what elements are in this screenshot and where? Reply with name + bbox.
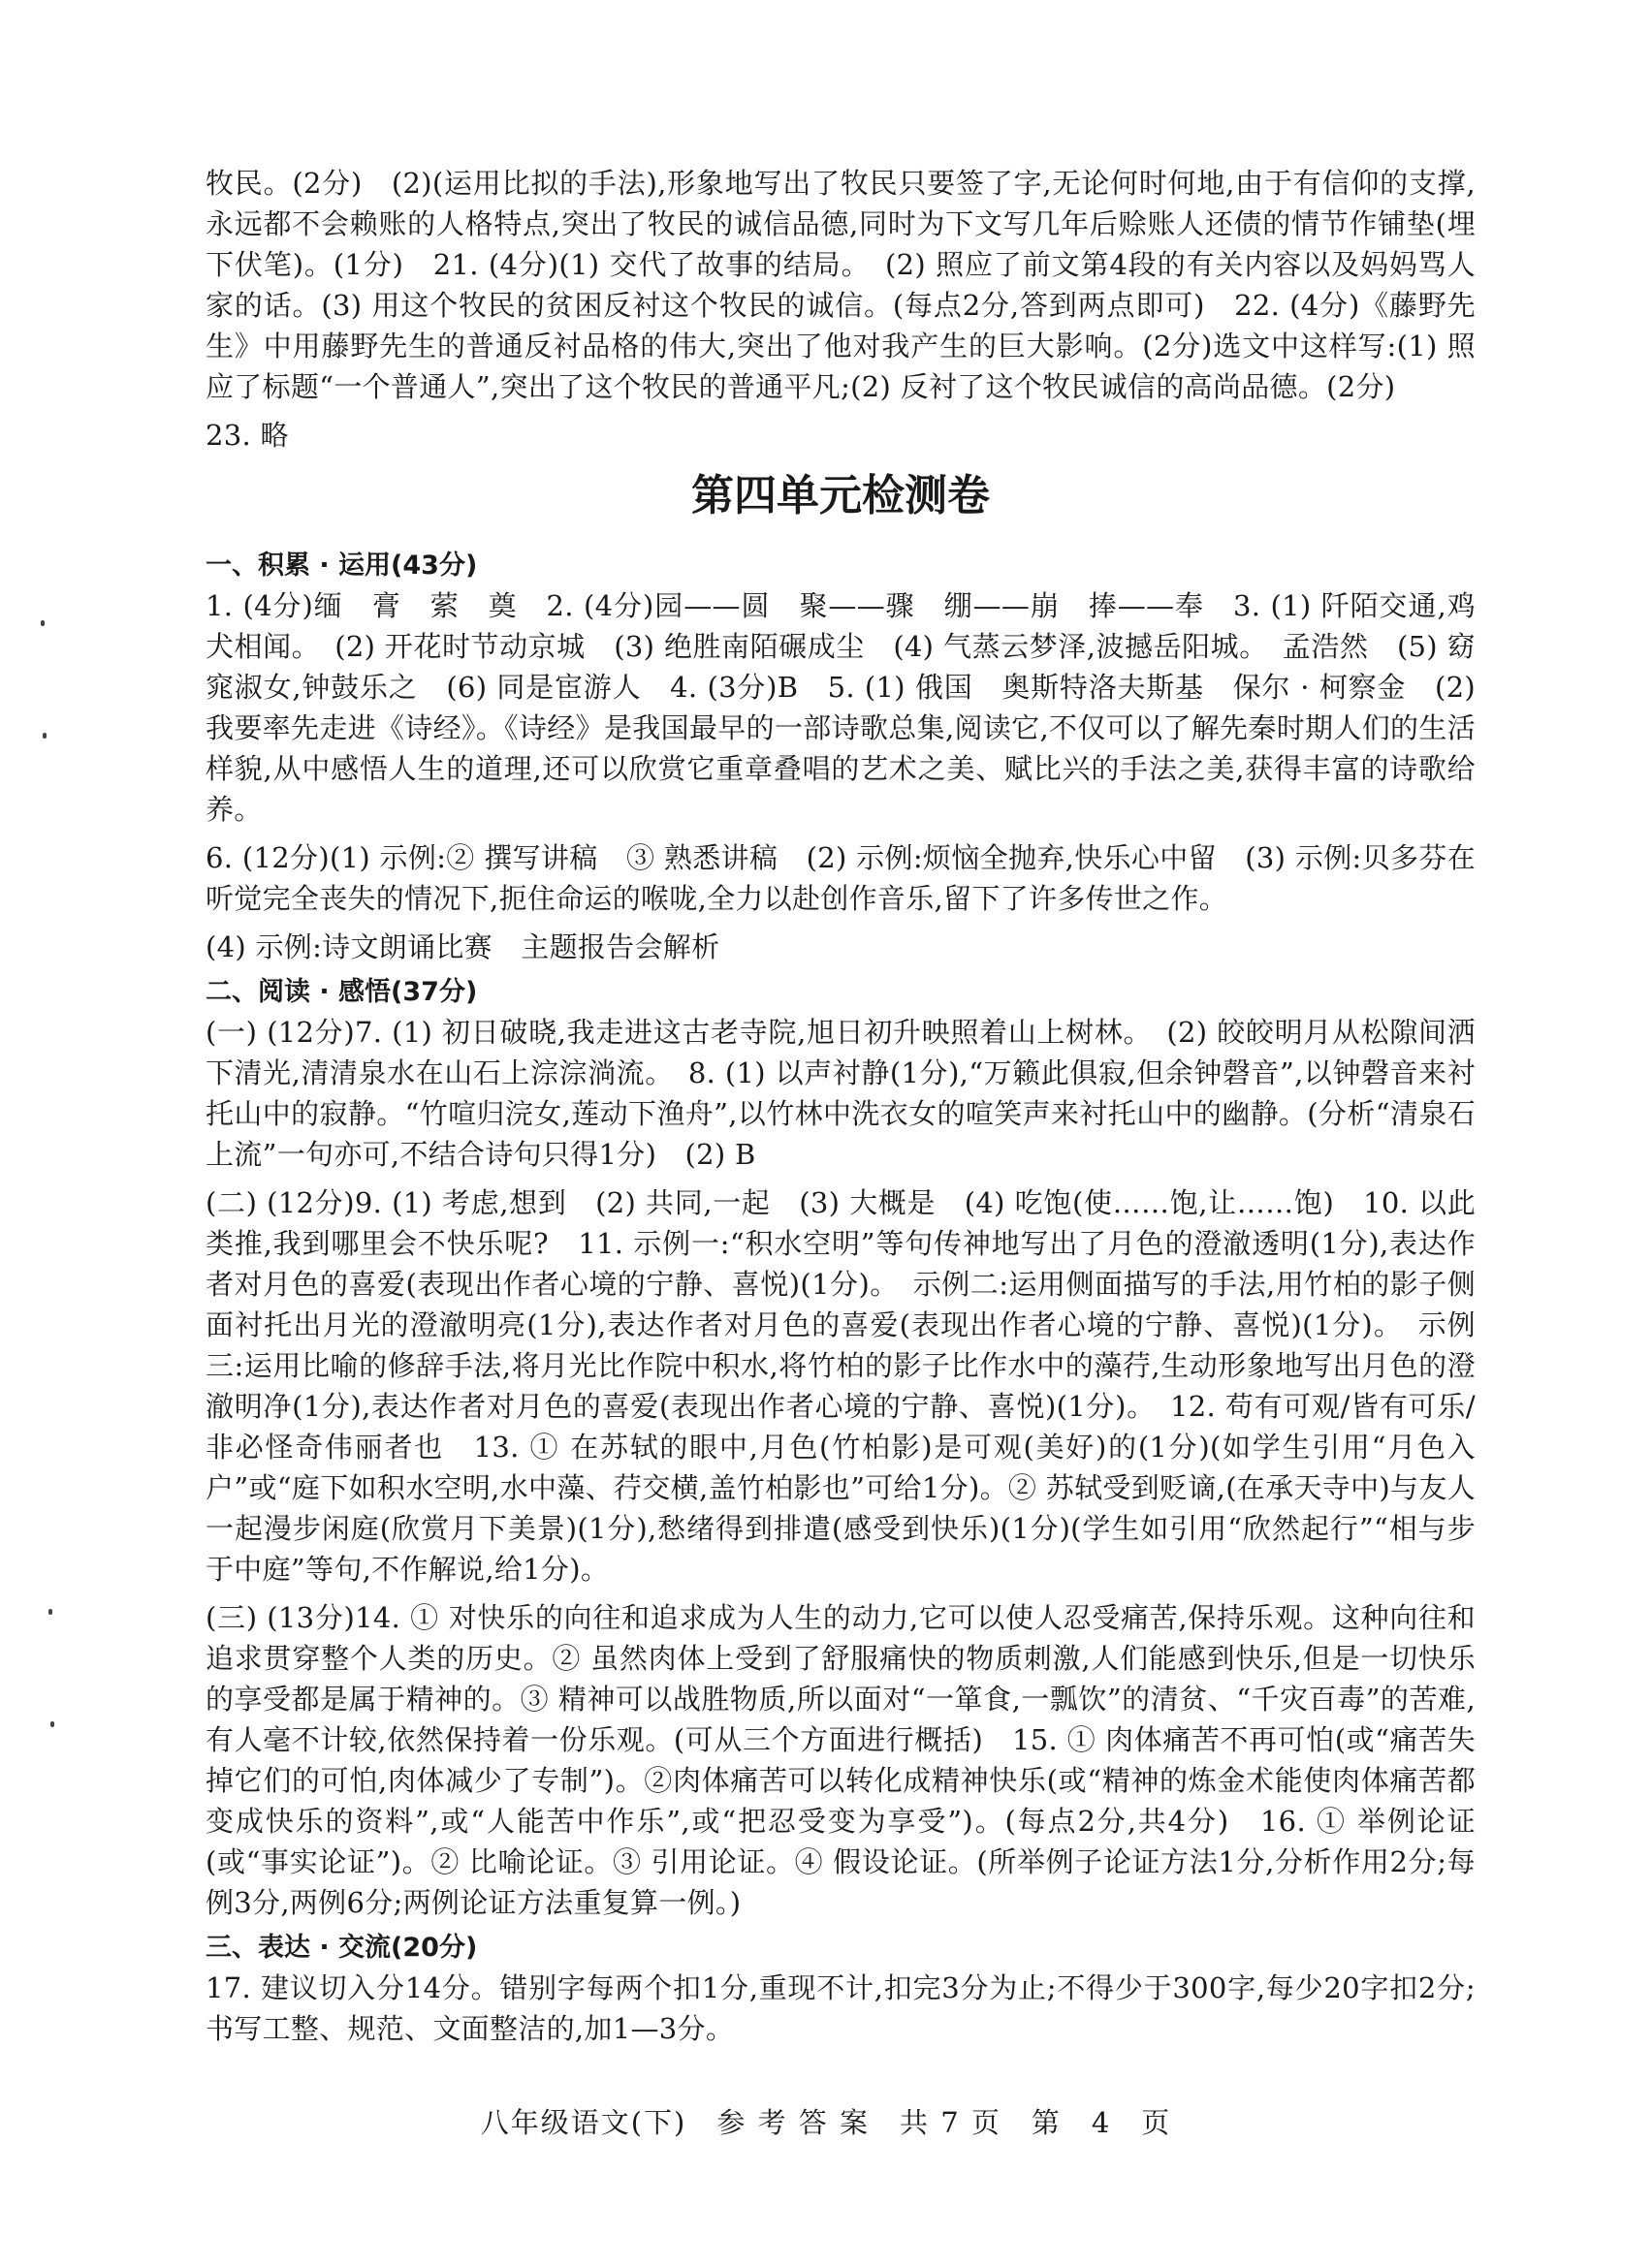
prev-section-item-23: 23. 略 xyxy=(206,419,289,452)
section-1-paragraph-1: 1. (4分)缅 膏 萦 奠 2. (4分)园——圆 聚——骤 绷——崩 捧——奉 3. (1) 阡陌交通,鸡犬相闻。 (2) 开花时节动京城 (3) 绝胜南陌碾成尘 (4) 气蒸云梦泽,波撼岳阳城。 孟浩然 (5) 窈窕淑女,钟鼓乐之 (6) 同是宦游人 4. (3分)B 5. (1) 俄国 奥斯特洛夫斯基 保尔 · 柯察金 (2) 我要率先走进《诗经》。《诗经》是我国最早的一部诗歌总集,阅读它,不仅可以了解先秦时期人们的生活样貌,从中感悟人生的道理,还可以欣赏它重章叠唱的艺术之美、赋比兴的手法之美,获得丰富的诗歌给养。 xyxy=(206,589,1476,826)
scan-speck xyxy=(48,1609,52,1615)
section-3-heading: 三、表达 · 交流(20分) xyxy=(206,1933,478,1963)
section-2-reading-3: (三) (13分)14. ① 对快乐的向往和追求成为人生的动力,它可以使人忍受痛苦,保持乐观。这种向往和追求贯穿整个人类的历史。② 虽然肉体上受到了舒服痛快的物质刺激,人们能感到快乐,但是一切快乐的享受都是属于精神的。③ 精神可以战胜物质,所以面对“一箪食,一瓢饮”的清贫、“千灾百毒”的苦难,有人毫不计较,依然保持着一份乐观。(可从三个方面进行概括) 15. ① 肉体痛苦不再可怕(或“痛苦失掉它们的可怕,肉体减少了专制”)。②肉体痛苦可以转化成精神快乐(或“精神的炼金术能使肉体痛苦都变成快乐的资料”,或“人能苦中作乐”,或“把忍受变为享受”)。(每点2分,共4分) 16. ① 举例论证(或“事实论证”)。② 比喻论证。③ 引用论证。④ 假设论证。(所举例子论证方法1分,分析作用2分;每例3分,两例6分;两例论证方法重复算一例。) xyxy=(206,1601,1476,1919)
section-1-paragraph-3: (4) 示例:诗文朗诵比赛 主题报告会解析 xyxy=(206,930,720,963)
section-2-reading-1: (一) (12分)7. (1) 初日破晓,我走进这古老寺院,旭日初升映照着山上树林。 (2) 皎皎明月从松隙间洒下清光,清清泉水在山石上淙淙淌流。 8. (1) 以声衬静(1分),“万籁此俱寂,但余钟磬音”,以钟磬音来衬托山中的寂静。“竹喧归浣女,莲动下渔舟”,以竹林中洗衣女的喧笑声来衬托山中的幽静。(分析“清泉石上流”一句亦可,不结合诗句只得1分) (2) B xyxy=(206,1016,1476,1171)
section-1-paragraph-2: 6. (12分)(1) 示例:② 撰写讲稿 ③ 熟悉讲稿 (2) 示例:烦恼全抛弃,快乐心中留 (3) 示例:贝多芬在听觉完全丧失的情况下,扼住命运的喉咙,全力以赴创作音乐,留下了许多传世之作。 xyxy=(206,841,1476,915)
unit-title: 第四单元检测卷 xyxy=(691,471,990,520)
section-3-paragraph-1: 17. 建议切入分14分。错别字每两个扣1分,重现不计,扣完3分为止;不得少于300字,每少20字扣2分;书写工整、规范、文面整洁的,加1—3分。 xyxy=(206,1971,1476,2045)
scan-speck xyxy=(43,733,47,739)
page-footer: 八年级语文(下) 参 考 答 案 共 7 页 第 4 页 xyxy=(480,2106,1172,2139)
section-2-heading: 二、阅读 · 感悟(37分) xyxy=(206,977,478,1007)
answer-page xyxy=(206,163,1476,2049)
section-1-heading: 一、积累 · 运用(43分) xyxy=(206,551,478,581)
scan-speck xyxy=(50,1721,54,1727)
prev-section-paragraph: 牧民。(2分) (2)(运用比拟的手法),形象地写出了牧民只要签了字,无论何时何地,由于有信仰的支撑,永远都不会赖账的人格特点,突出了牧民的诚信品德,同时为下文写几年后赊账人还债的情节作铺垫(埋下伏笔)。(1分) 21. (4分)(1) 交代了故事的结局。 (2) 照应了前文第4段的有关内容以及妈妈骂人家的话。(3) 用这个牧民的贫困反衬这个牧民的诚信。(每点2分,答到两点即可) 22. (4分)《藤野先生》中用藤野先生的普通反衬品格的伟大,突出了他对我产生的巨大影响。(2分)选文中这样写:(1) 照应了标题“一个普通人”,突出了这个牧民的普通平凡;(2) 反衬了这个牧民诚信的高尚品德。(2分) xyxy=(206,167,1476,403)
scan-speck xyxy=(41,620,45,626)
section-2-reading-2: (二) (12分)9. (1) 考虑,想到 (2) 共同,一起 (3) 大概是 (4) 吃饱(使……饱,让……饱) 10. 以此类推,我到哪里会不快乐呢? 11. 示例一:“积水空明”等句传神地写出了月色的澄澈透明(1分),表达作者对月色的喜爱(表现出作者心境的宁静、喜悦)(1分)。 示例二:运用侧面描写的手法,用竹柏的影子侧面衬托出月光的澄澈明亮(1分),表达作者对月色的喜爱(表现出作者心境的宁静、喜悦)(1分)。 示例三:运用比喻的修辞手法,将月光比作院中积水,将竹柏的影子比作水中的藻荇,生动形象地写出月色的澄澈明净(1分),表达作者对月色的喜爱(表现出作者心境的宁静、喜悦)(1分)。 12. 苟有可观/皆有可乐/非必怪奇伟丽者也 13. ① 在苏轼的眼中,月色(竹柏影)是可观(美好)的(1分)(如学生引用“月色入户”或“庭下如积水空明,水中藻、荇交横,盖竹柏影也”可给1分)。② 苏轼受到贬谪,(在承天寺中)与友人一起漫步闲庭(欣赏月下美景)(1分),愁绪得到排遣(感受到快乐)(1分)(学生如引用“欣然起行”“相与步于中庭”等句,不作解说,给1分)。 xyxy=(206,1186,1476,1586)
